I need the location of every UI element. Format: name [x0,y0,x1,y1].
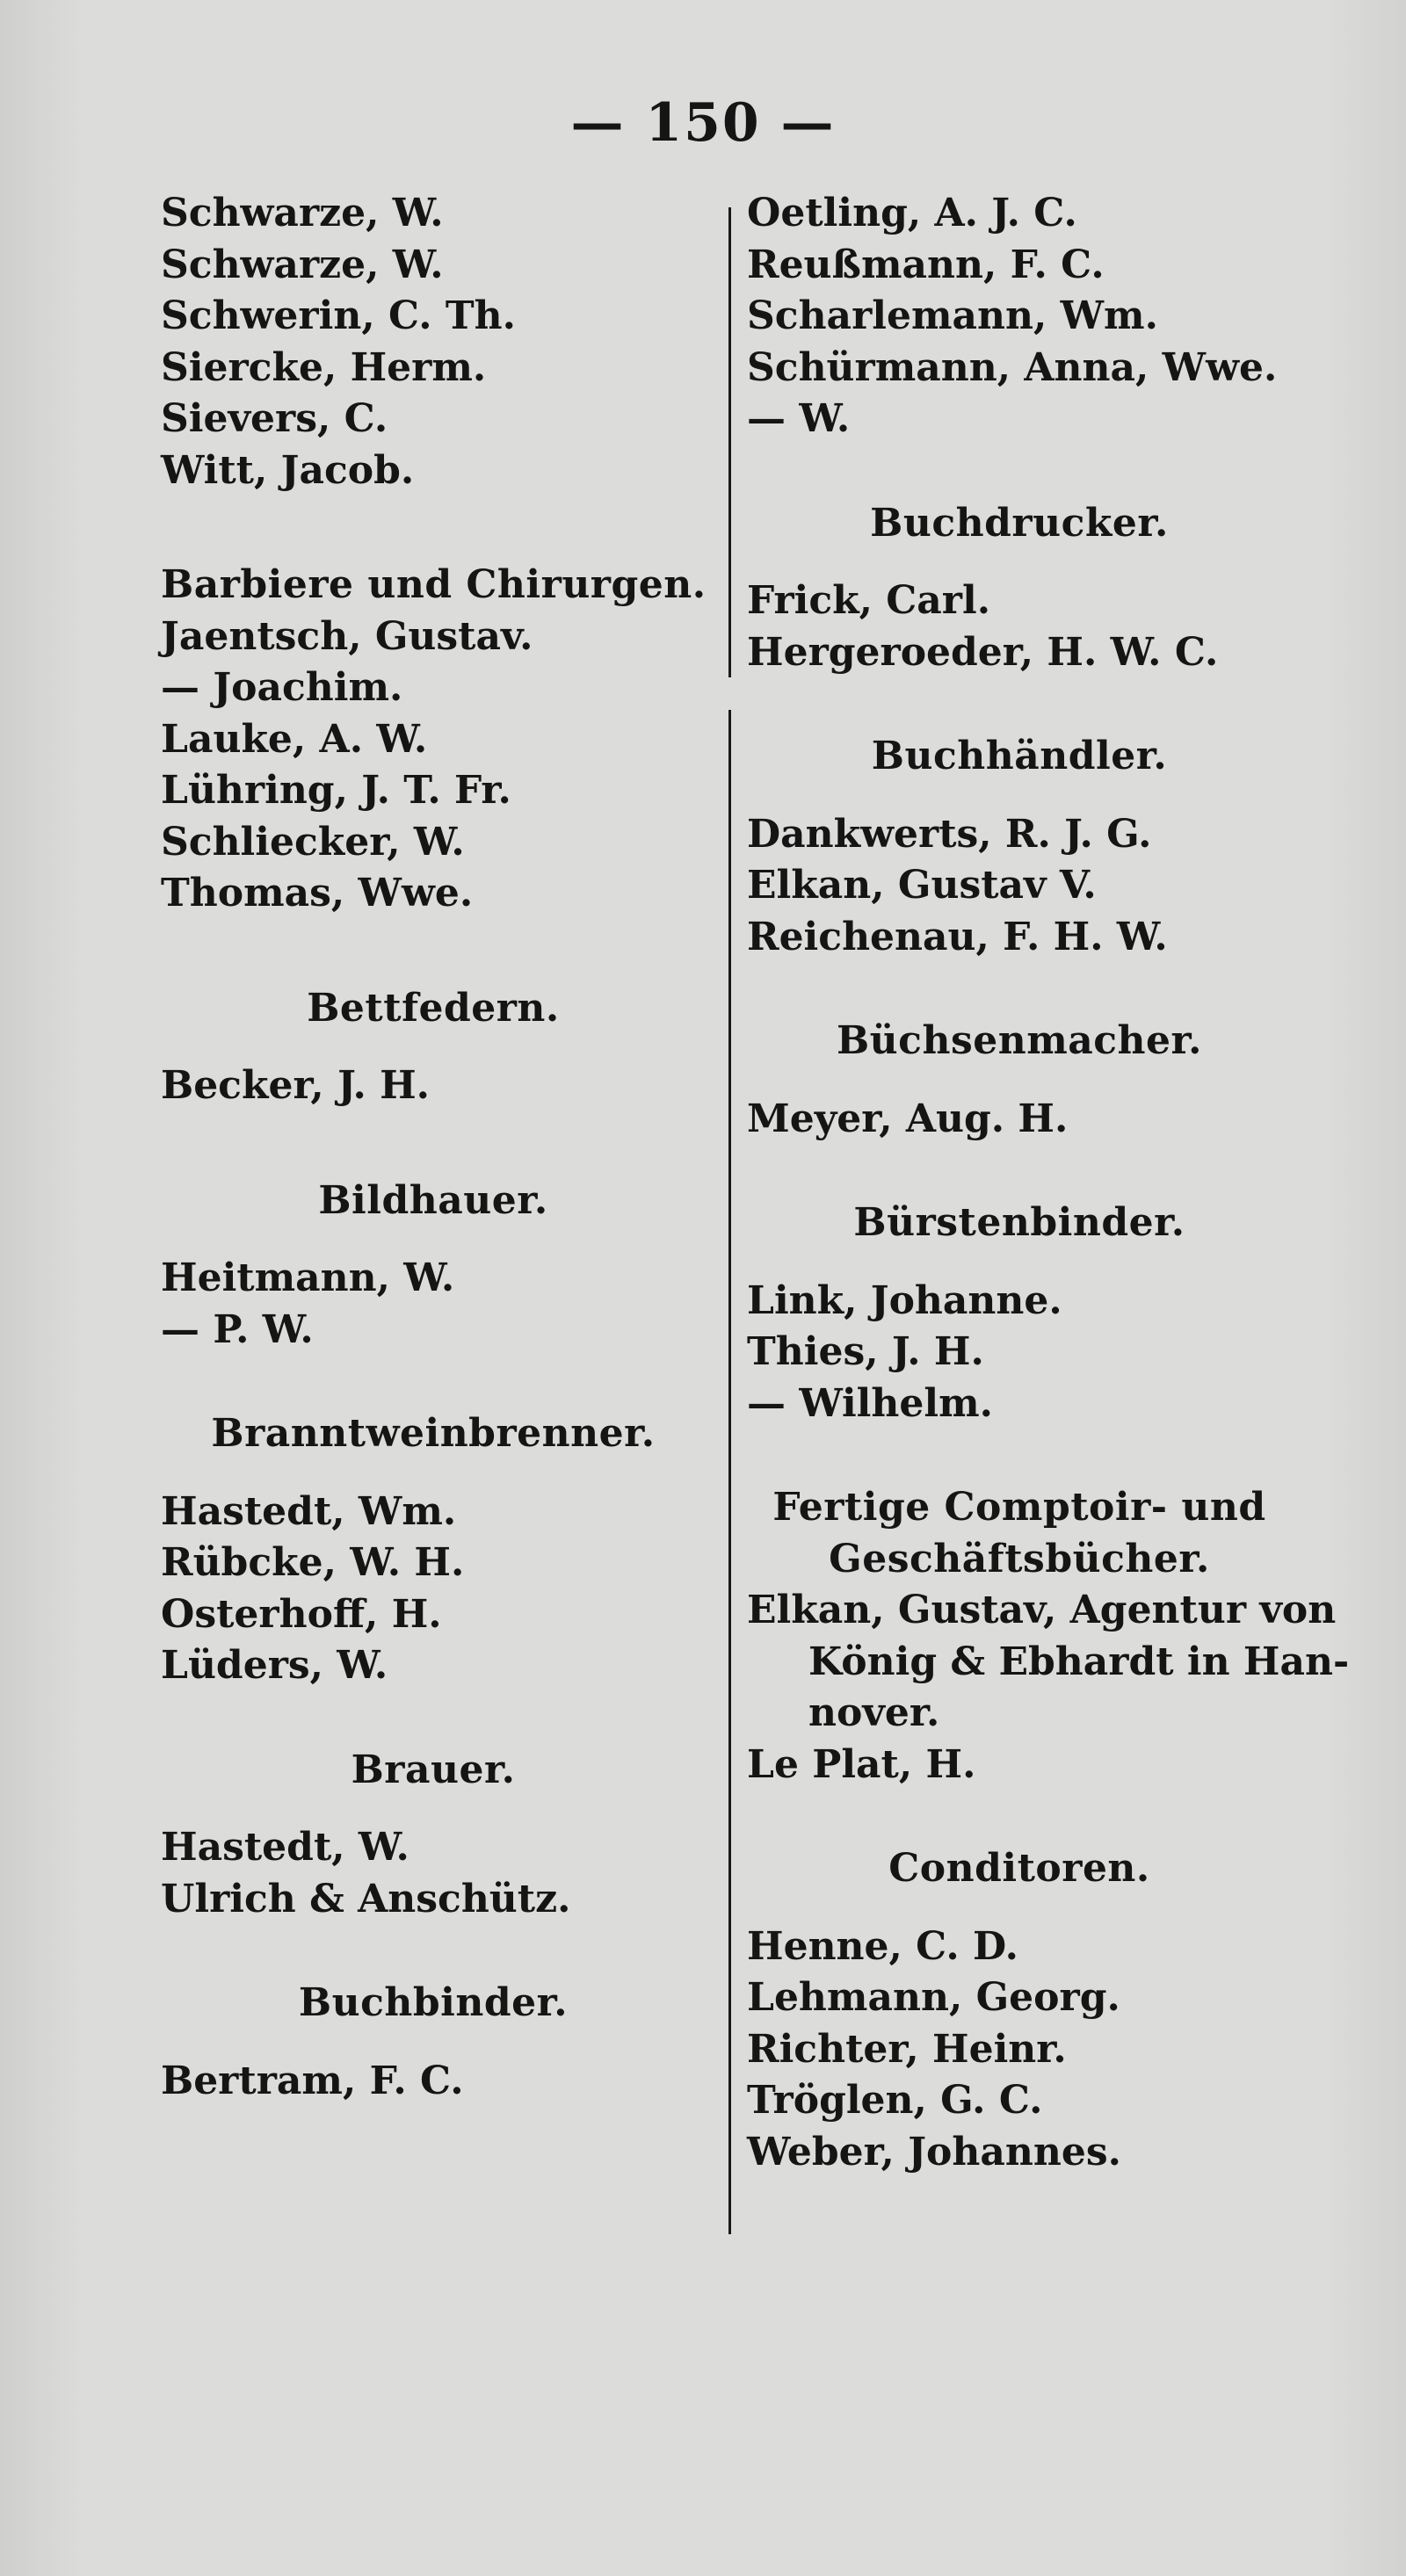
entry: Schwarze, W. [161,242,444,287]
column-divider-lower [728,710,731,2234]
right-column [747,188,1350,2178]
entry: Weber, Johannes. [747,2129,1121,2174]
entry: Thomas, Wwe. [161,871,474,915]
entry: Lüders, W. [161,1643,388,1688]
entry: Reußmann, F. C. [747,242,1105,287]
entry: Tröglen, G. C. [747,2078,1043,2123]
entry: Lauke, A. W. [161,716,428,762]
entry: Heitmann, W. [161,1255,455,1300]
entry: Osterhoff, H. [161,1591,442,1637]
entry: Frick, Carl. [747,578,991,623]
entry: — W. [747,396,851,441]
entry: Ulrich & Anschütz. [161,1876,571,1921]
entry: Le Plat, H. [747,1741,976,1787]
entry: Oetling, A. J. C. [747,191,1077,235]
entry: Dankwerts, R. J. G. [747,811,1152,857]
entry-continuation: König & Ebhardt in Han- [808,1639,1350,1684]
entry: Henne, C. D. [747,1923,1018,1969]
section-heading-buchdrucker: Buchdrucker. [870,500,1169,546]
entry-continuation: nover. [808,1690,940,1735]
section-heading-brauer: Brauer. [351,1747,516,1792]
page-number: — 150 — [570,92,836,154]
entry: Meyer, Aug. H. [747,1096,1069,1141]
entry: Schwarze, W. [161,191,444,235]
entry: Richter, Heinr. [747,2026,1067,2072]
section-heading-branntweinbrenner: Branntweinbrenner. [211,1411,656,1456]
entry: Jaentsch, Gustav. [161,613,533,659]
left-column [161,188,706,2107]
section-heading-conditoren: Conditoren. [888,1846,1150,1891]
entry: Siercke, Herm. [161,344,487,390]
section-heading-buechsenmacher: Büchsenmacher. [836,1018,1203,1063]
entry: — P. W. [161,1306,314,1352]
section-heading-fertige-line1: Fertige Comptoir- und [772,1485,1266,1530]
entry: Scharlemann, Wm. [747,293,1158,338]
entry: Schürmann, Anna, Wwe. [747,344,1278,390]
entry: Sievers, C. [161,396,388,441]
entry: Hastedt, W. [161,1825,409,1870]
section-heading-bildhauer: Bildhauer. [318,1177,548,1223]
section-heading-bettfedern: Bettfedern. [307,985,560,1031]
entry: Schwerin, C. Th. [161,293,516,338]
entry: Hergeroeder, H. W. C. [747,629,1219,675]
entry: Thies, J. H. [747,1329,984,1374]
entry: — Joachim. [161,665,403,710]
entry: Rübcke, W. H. [161,1540,465,1585]
entry: Elkan, Gustav, Agentur von [747,1588,1337,1632]
entry: Hastedt, Wm. [161,1488,457,1534]
entry: Becker, J. H. [161,1063,431,1108]
column-divider-upper [728,207,731,677]
entry: Witt, Jacob. [161,447,415,493]
entry: Bertram, F. C. [161,2058,464,2103]
entry: Lehmann, Georg. [747,1975,1120,2020]
section-heading-buerstenbinder: Bürstenbinder. [853,1200,1185,1245]
section-heading-buchbinder: Buchbinder. [298,1980,569,2025]
entry: Reichenau, F. H. W. [747,914,1168,959]
section-heading-fertige-line2: Geschäftsbücher. [829,1536,1210,1581]
entry: Schliecker, W. [161,819,465,865]
entry: — Wilhelm. [747,1380,993,1426]
entry: Lühring, J. T. Fr. [161,768,511,813]
section-heading-buchhaendler: Buchhändler. [871,734,1168,778]
section-heading-barbiere: Barbiere und Chirurgen. [161,562,707,607]
entry: Elkan, Gustav V. [747,863,1097,908]
entry: Link, Johanne. [747,1277,1062,1323]
